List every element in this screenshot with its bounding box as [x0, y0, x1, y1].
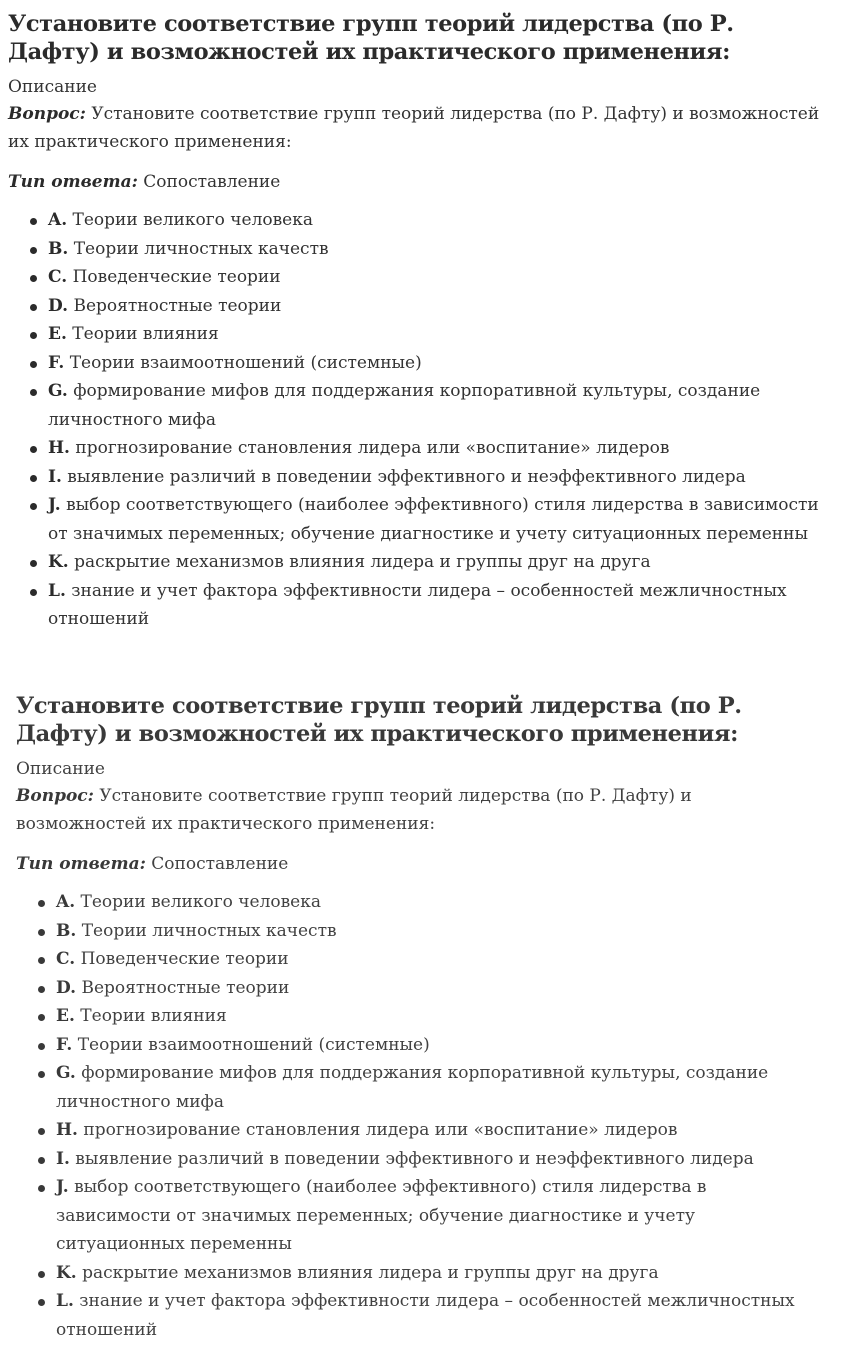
option-item-j [36, 1173, 821, 1259]
option-item-c [28, 263, 826, 292]
option-text: знание и учет фактора эффективности лидера – особенностей межличностных отношений [48, 580, 787, 629]
option-text: выявление различий в поведении эффективного и неэффективного лидера [67, 466, 746, 487]
answer-type-label: Тип ответа: [16, 854, 146, 874]
option-text: Теории взаимоотношений (системные) [69, 352, 422, 373]
question-paragraph [8, 100, 826, 156]
option-letter: B. [48, 238, 69, 259]
option-item-l [28, 577, 826, 634]
question-title: Установите соответствие групп теорий лидерства (по Р. Дафту) и возможностей их практического применения: [8, 11, 734, 65]
answer-type-paragraph [8, 168, 826, 196]
bullet-icon [30, 361, 37, 368]
option-item-g [36, 1059, 821, 1116]
option-letter: C. [48, 267, 68, 287]
option-text: Поведенческие теории [72, 267, 281, 287]
question-label: Вопрос: [8, 104, 86, 124]
option-text: прогнозирование становления лидера или «воспитание» лидеров [75, 438, 670, 458]
option-item-g [28, 377, 826, 434]
option-text: Теории влияния [72, 324, 219, 344]
option-item-e [36, 1002, 821, 1031]
option-letter: F. [56, 1034, 73, 1055]
option-text: раскрытие механизмов влияния лидера и группы друг на друга [74, 552, 651, 572]
option-letter: E. [56, 1006, 75, 1026]
option-item-i [28, 463, 826, 492]
option-letter: D. [56, 977, 77, 998]
option-letter: K. [56, 1262, 77, 1283]
option-item-d [28, 292, 826, 321]
bullet-icon [38, 929, 45, 936]
option-item-b [28, 235, 826, 264]
bullet-icon [30, 304, 37, 311]
option-item-h [36, 1116, 821, 1145]
option-item-i [36, 1145, 821, 1174]
option-text: раскрытие механизмов влияния лидера и группы друг на друга [82, 1262, 659, 1283]
option-letter: H. [56, 1120, 78, 1140]
question-block [0, 0, 847, 634]
bullet-icon [38, 957, 45, 964]
bullet-icon [38, 1271, 45, 1278]
options-list [8, 206, 826, 634]
option-item-e [28, 320, 826, 349]
bullet-icon [30, 389, 37, 396]
option-letter: J. [56, 1177, 69, 1197]
option-text: Вероятностные теории [81, 977, 290, 998]
question-title: Установите соответствие групп теорий лидерства (по Р. Дафту) и возможностей их практического применения: [16, 693, 742, 747]
option-text: прогнозирование становления лидера или «воспитание» лидеров [83, 1120, 678, 1140]
option-letter: L. [48, 580, 66, 601]
option-letter: H. [48, 438, 70, 458]
option-letter: F. [48, 352, 65, 373]
option-item-k [36, 1259, 821, 1288]
bullet-icon [30, 503, 37, 510]
option-text: формирование мифов для поддержания корпоративной культуры, создание личностного мифа [48, 381, 761, 430]
bullet-icon [38, 1299, 45, 1306]
option-text: Теории взаимоотношений (системные) [77, 1034, 430, 1055]
option-letter: I. [48, 466, 62, 487]
option-item-l [36, 1287, 821, 1344]
option-text: формирование мифов для поддержания корпоративной культуры, создание личностного мифа [56, 1063, 769, 1112]
option-item-j [28, 491, 826, 548]
bullet-icon [30, 446, 37, 453]
bullet-icon [30, 275, 37, 282]
option-text: Теории личностных качеств [81, 920, 337, 941]
option-letter: A. [48, 210, 68, 230]
option-text: Вероятностные теории [73, 295, 282, 316]
option-item-b [36, 917, 821, 946]
option-letter: K. [48, 552, 69, 572]
option-letter: G. [48, 381, 68, 401]
option-item-k [28, 548, 826, 577]
question-paragraph [16, 782, 821, 838]
option-letter: J. [48, 495, 61, 515]
bullet-icon [38, 1128, 45, 1135]
question-block [0, 682, 847, 1344]
bullet-icon [38, 986, 45, 993]
bullet-icon [38, 1043, 45, 1050]
option-letter: C. [56, 949, 76, 969]
bullet-icon [30, 218, 37, 225]
bullet-icon [30, 247, 37, 254]
bullet-icon [38, 1157, 45, 1164]
answer-type-paragraph [16, 850, 821, 878]
bullet-icon [38, 900, 45, 907]
option-text: Поведенческие теории [80, 949, 289, 969]
answer-type-value: Сопоставление [151, 854, 289, 874]
bullet-icon [38, 1014, 45, 1021]
option-item-h [28, 434, 826, 463]
option-text: Теории личностных качеств [73, 238, 329, 259]
option-item-c [36, 945, 821, 974]
option-letter: I. [56, 1148, 70, 1169]
option-letter: D. [48, 295, 69, 316]
bullet-icon [38, 1071, 45, 1078]
description-label: Описание [8, 77, 97, 97]
option-text: выбор соответствующего (наиболее эффективного) стиля лидерства в зависимости от значимых переменных; обучение диагностике и учету ситуационных переменны [48, 495, 819, 544]
option-text: Теории великого человека [80, 892, 321, 912]
option-item-d [36, 974, 821, 1003]
bullet-icon [30, 332, 37, 339]
option-text: Теории великого человека [72, 210, 313, 230]
options-list [16, 888, 821, 1344]
option-text: выбор соответствующего (наиболее эффективного) стиля лидерства в зависимости от значимых переменных; обучение диагностике и учету ситуационных переменны [56, 1177, 707, 1254]
bullet-icon [38, 1185, 45, 1192]
option-letter: E. [48, 324, 67, 344]
bullet-icon [30, 560, 37, 567]
option-text: знание и учет фактора эффективности лидера – особенностей межличностных отношений [56, 1291, 795, 1340]
option-item-a [28, 206, 826, 235]
option-item-f [36, 1031, 821, 1060]
option-letter: G. [56, 1063, 76, 1083]
option-text: Теории влияния [80, 1006, 227, 1026]
option-item-a [36, 888, 821, 917]
bullet-icon [30, 589, 37, 596]
question-text: Установите соответствие групп теорий лидерства (по Р. Дафту) и возможностей их практического применения: [8, 104, 820, 152]
option-item-f [28, 349, 826, 378]
option-letter: A. [56, 892, 76, 912]
bullet-icon [30, 475, 37, 482]
option-letter: L. [56, 1291, 74, 1311]
option-text: выявление различий в поведении эффективного и неэффективного лидера [75, 1148, 754, 1169]
option-letter: B. [56, 920, 77, 941]
question-text: Установите соответствие групп теорий лидерства (по Р. Дафту) и возможностей их практического применения: [16, 786, 692, 834]
question-label: Вопрос: [16, 786, 94, 806]
answer-type-value: Сопоставление [143, 172, 281, 192]
answer-type-label: Тип ответа: [8, 172, 138, 192]
description-label: Описание [16, 759, 105, 779]
